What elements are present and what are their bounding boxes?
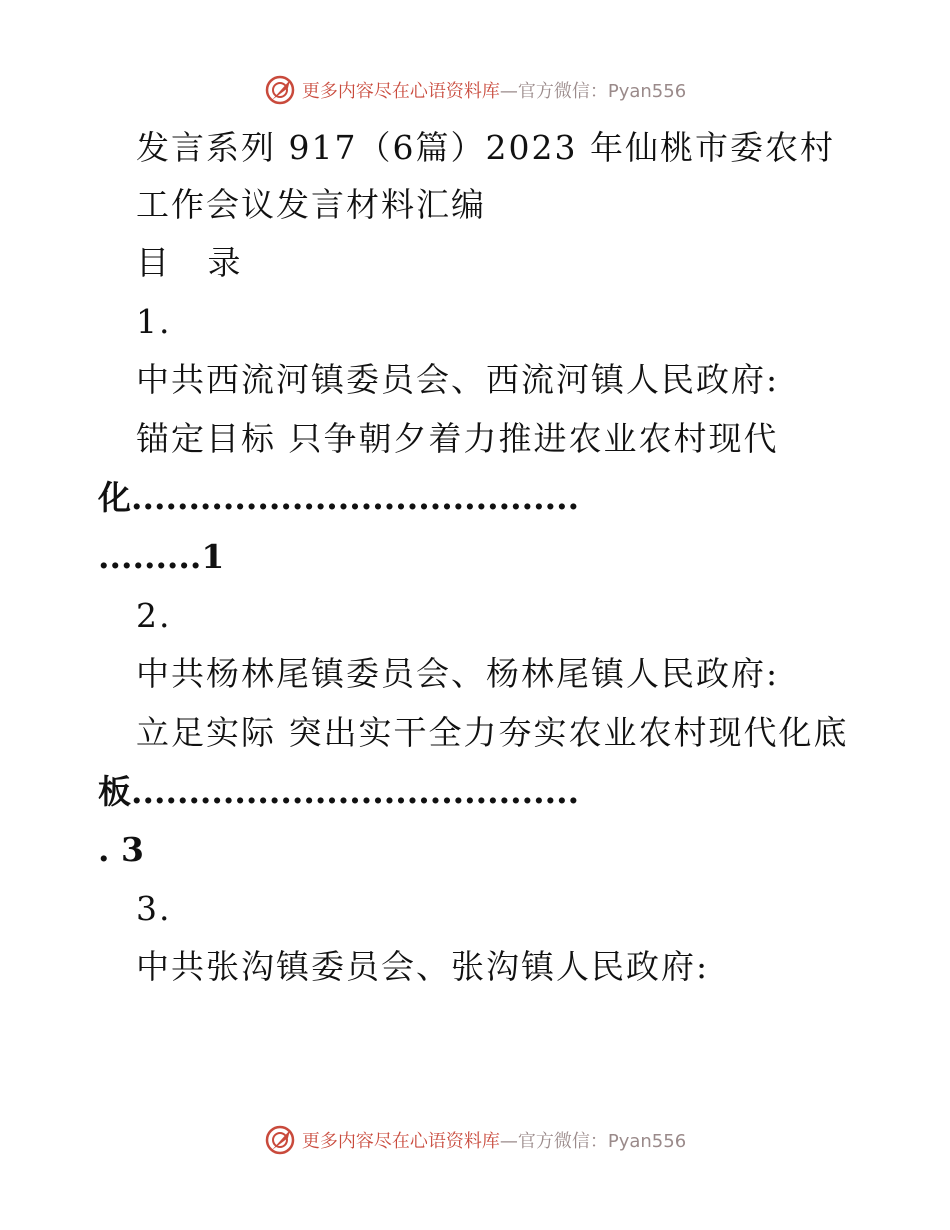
document-title-line-2: 工作会议发言材料汇编 <box>136 185 486 224</box>
toc-item-title-tail: 化....................................... <box>98 478 580 517</box>
quill-logo-icon <box>264 1124 296 1156</box>
toc-item-org: 中共杨林尾镇委员会、杨林尾镇人民政府: <box>136 654 780 693</box>
toc-item-number: 1. <box>136 302 172 341</box>
toc-item-title: 立足实际 突出实干全力夯实农业农村现代化底 <box>136 713 849 752</box>
watermark-text: 更多内容尽在心语资料库—官方微信：Pyan556 <box>301 81 687 102</box>
toc-item-page-number: . 3 <box>98 830 144 869</box>
watermark-banner-bottom <box>0 1120 950 1160</box>
toc-heading: 目 录 <box>136 243 255 282</box>
toc-item-title: 锚定目标 只争朝夕着力推进农业农村现代 <box>136 419 779 458</box>
toc-item-org: 中共张沟镇委员会、张沟镇人民政府: <box>136 947 710 986</box>
toc-item-org: 中共西流河镇委员会、西流河镇人民政府: <box>136 360 780 399</box>
watermark-banner-top <box>0 70 950 110</box>
document-title-line-1: 发言系列 917（6篇）2023 年仙桃市委农村 <box>136 128 835 167</box>
watermark-text: 更多内容尽在心语资料库—官方微信：Pyan556 <box>301 1131 687 1152</box>
toc-item-page-number: .........1 <box>98 537 225 576</box>
toc-item-number: 3. <box>136 889 172 928</box>
quill-logo-icon <box>264 74 296 106</box>
toc-item-number: 2. <box>136 596 172 635</box>
toc-item-title-tail: 板....................................... <box>98 772 580 811</box>
